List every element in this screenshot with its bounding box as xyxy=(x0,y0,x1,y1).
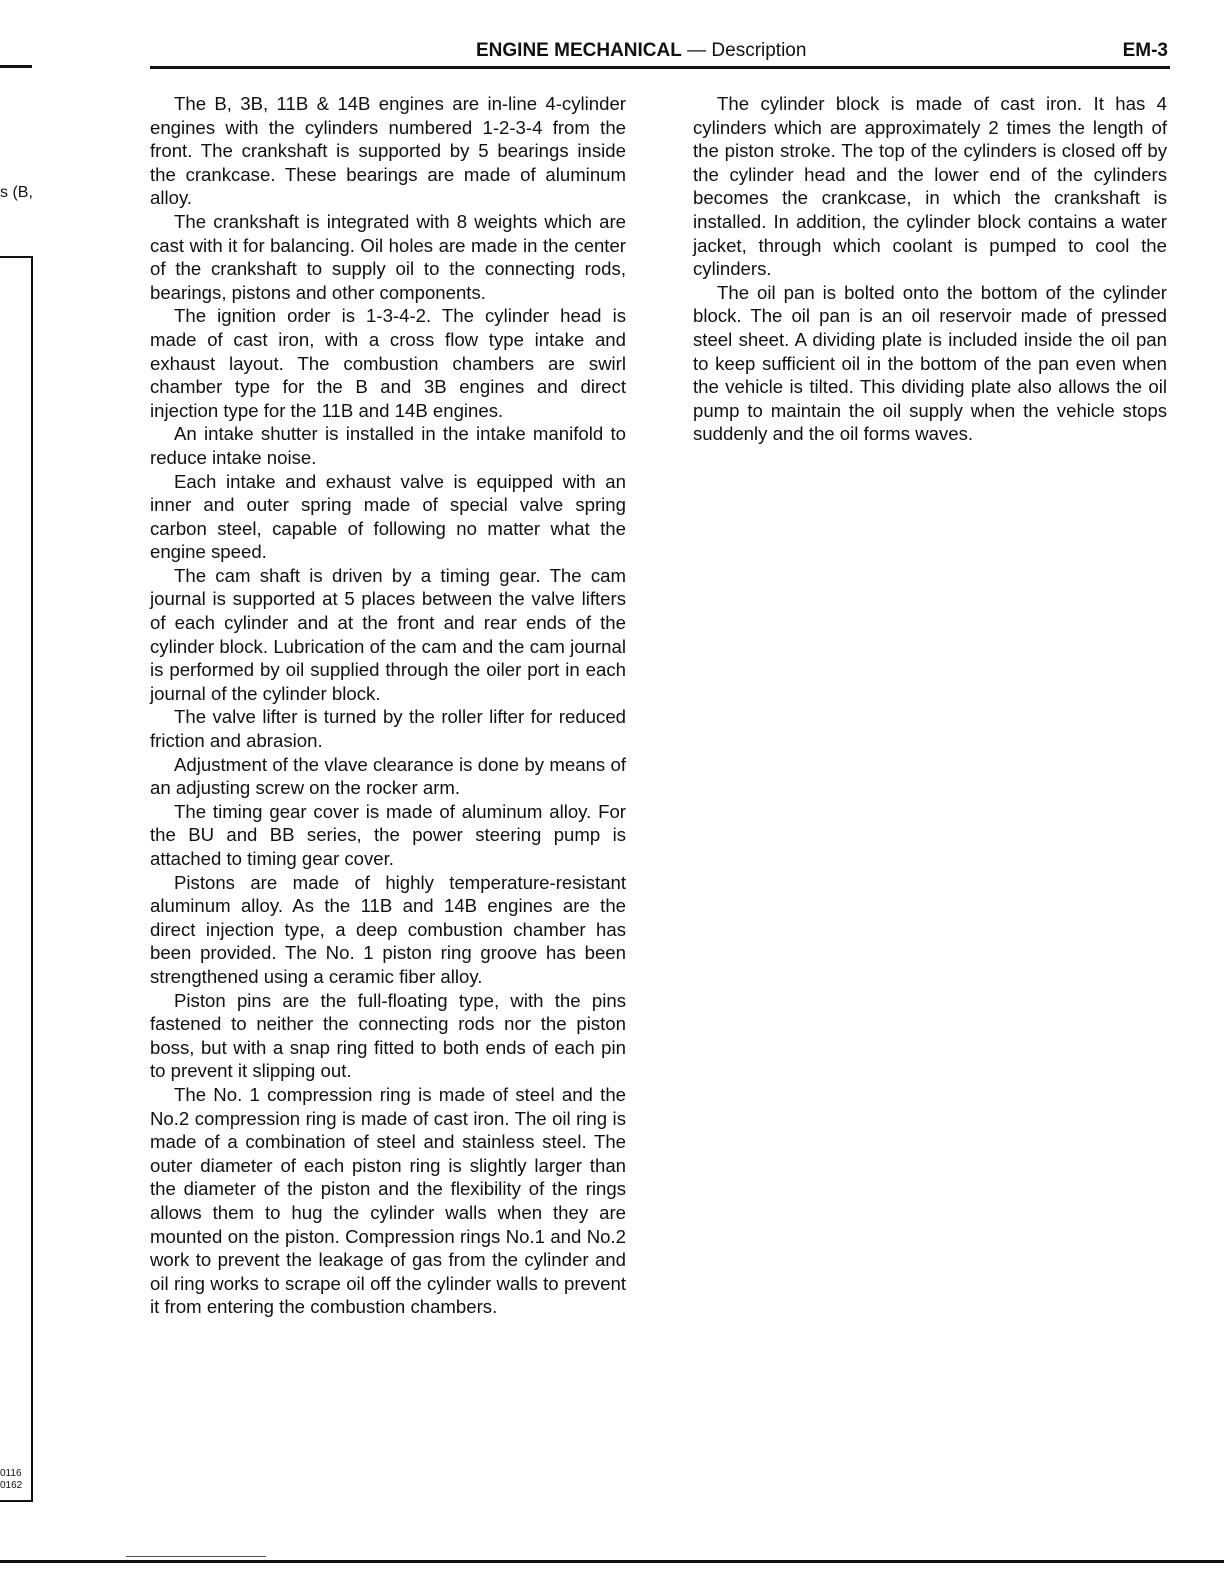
page-header xyxy=(150,40,1170,69)
bottom-thin-rule xyxy=(126,1556,266,1557)
page-number: EM-3 xyxy=(1122,40,1168,61)
paragraph: The cam shaft is driven by a timing gear. The cam journal is supported at 5 places between the valve lifters of each cylinder and at the front and rear ends of the cylinder block. Lubrication of the cam and the cam journal is performed by oil supplied through the oiler port in each journal of the cylinder block. xyxy=(150,564,626,704)
margin-box xyxy=(0,256,33,1502)
margin-fragment: s (B, xyxy=(0,184,33,201)
paragraph: The No. 1 compression ring is made of steel and the No.2 compression ring is made of cast iron. The oil ring is made of a combination of steel and stainless steel. The outer diameter of each piston ring is slightly larger than the diameter of the piston and the flexibility of the rings allows them to hug the cylinder walls when they are mounted on the piston. Compression rings No.1 and No.2 work to prevent the leakage of gas from the cylinder and oil ring works to scrape oil off the cylinder walls to prevent it from entering the combustion chambers. xyxy=(150,1083,626,1318)
paragraph: Pistons are made of highly temperature-resistant aluminum alloy. As the 11B and 14B engines are the direct injection type, a deep combustion chamber has been provided. The No. 1 piston ring groove has been strengthened using a ceramic fiber alloy. xyxy=(150,871,626,987)
bottom-rule xyxy=(0,1560,1224,1563)
paragraph: An intake shutter is installed in the intake manifold to reduce intake noise. xyxy=(150,423,626,468)
paragraph: The cylinder block is made of cast iron. It has 4 cylinders which are approximately 2 times the length of the piston stroke. The top of the cylinders is closed off by the cylinder head and the lower end of the cylinders becomes the crankcase, in which the crankshaft is installed. In addition, the cylinder block contains a water jacket, through which coolant is pumped to cool the cylinders. xyxy=(693,93,1167,280)
section-title xyxy=(476,40,806,62)
margin-dash xyxy=(0,65,32,68)
margin-codes xyxy=(0,1468,22,1492)
paragraph: Each intake and exhaust valve is equipped with an inner and outer spring made of special valve spring carbon steel, capable of following no matter what the engine speed. xyxy=(150,470,626,563)
paragraph: The ignition order is 1-3-4-2. The cylinder head is made of cast iron, with a cross flow type intake and exhaust layout. The combustion chambers are swirl chamber type for the B and 3B engines and direct injection type for the 11B and 14B engines. xyxy=(150,305,626,421)
corner-mark xyxy=(82,0,98,7)
section-title-bold: ENGINE MECHANICAL xyxy=(476,40,682,61)
paragraph: The timing gear cover is made of aluminum alloy. For the BU and BB series, the power steering pump is attached to timing gear cover. xyxy=(150,800,626,869)
paragraph: The crankshaft is integrated with 8 weights which are cast with it for balancing. Oil holes are made in the center of the crankshaft to supply oil to the connecting rods, bearings, pistons and other components. xyxy=(150,210,626,303)
right-column xyxy=(693,92,1167,446)
section-title-rest: — Description xyxy=(681,40,807,61)
margin-code-2: 0162 xyxy=(0,1480,23,1491)
paragraph: Piston pins are the full-floating type, with the pins fastened to neither the connecting rods nor the piston boss, but with a snap ring fitted to both ends of each pin to prevent it slipping out. xyxy=(150,989,626,1082)
paragraph: Adjustment of the vlave clearance is done by means of an adjusting screw on the rocker arm. xyxy=(150,753,626,799)
paragraph: The valve lifter is turned by the roller lifter for reduced friction and abrasion. xyxy=(150,706,626,752)
paragraph: The B, 3B, 11B & 14B engines are in-line 4-cylinder engines with the cylinders numbered 1-2-3-4 from the front. The crankshaft is supported by 5 bearings inside the crankcase. These bearings are made of aluminum alloy. xyxy=(150,93,626,209)
margin-code-1: 0116 xyxy=(0,1468,22,1479)
left-column xyxy=(150,92,626,1319)
paragraph: The oil pan is bolted onto the bottom of the cylinder block. The oil pan is an oil reservoir made of pressed steel sheet. A dividing plate is included inside the oil pan to keep sufficient oil in the bottom of the pan even when the vehicle is tilted. This dividing plate also allows the oil pump to maintain the oil supply when the vehicle stops suddenly and the oil forms waves. xyxy=(693,281,1167,445)
